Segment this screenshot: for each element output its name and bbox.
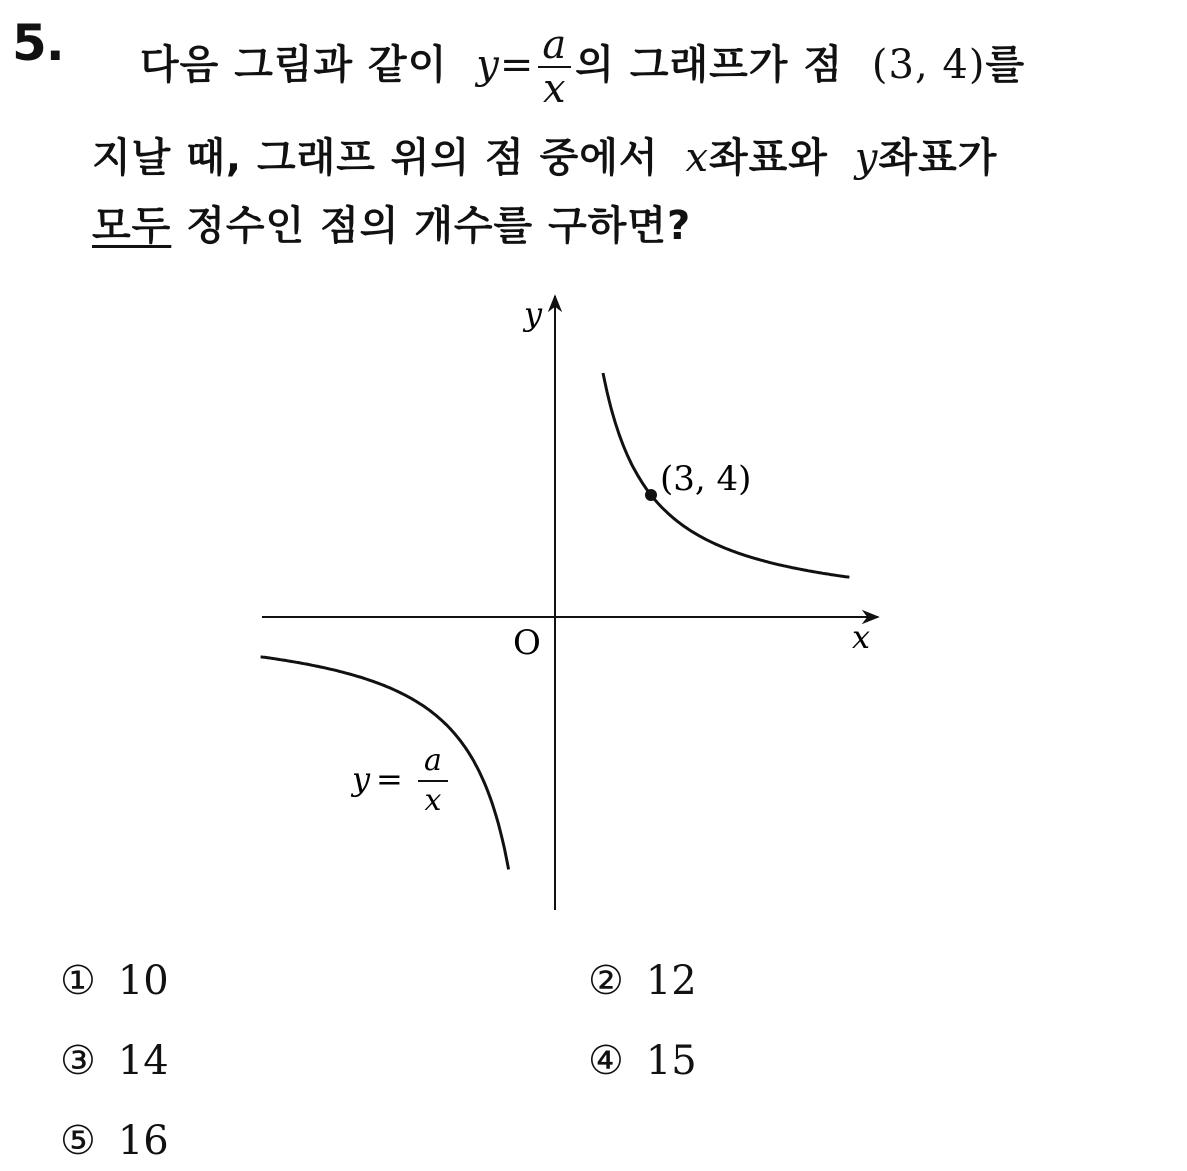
equation-denominator: x [543,66,567,112]
choice-mark: ③ [60,1038,96,1084]
origin-label: O [513,623,541,663]
question-text: 지날 때, 그래프 위의 점 중에서 [92,135,659,181]
curve-label-denominator: x [424,783,442,818]
equation-numerator: a [542,22,568,68]
question-text: 를 [985,42,1026,88]
choice-value: 10 [117,958,169,1004]
choice-value: 12 [645,958,697,1004]
equation-lhs: y [476,42,500,88]
marked-point [645,489,657,501]
question-text: 좌표와 [709,135,828,181]
choice-2[interactable] [588,958,697,1004]
choice-5[interactable] [60,1118,169,1164]
equation-equals: = [499,42,535,88]
y-variable: y [854,135,879,181]
curve-label-lhs: y [352,760,371,798]
choice-value: 16 [117,1118,169,1164]
x-axis-label: x [852,618,871,656]
point-label: (3, 4) [660,459,752,499]
question-text: 좌표가 [878,135,998,181]
question-text: 의 그래프가 점 [575,42,843,88]
y-axis-label: y [524,295,543,333]
question-number: 5. [12,14,64,72]
choice-mark: ② [588,958,624,1004]
choice-mark: ④ [588,1038,624,1084]
choice-4[interactable] [588,1038,697,1084]
curve-label [350,743,448,818]
point-coordinates: (3, 4) [871,42,986,88]
curve-label-numerator: a [424,743,442,778]
x-variable: x [685,135,710,181]
choice-value: 15 [645,1038,697,1084]
choice-value: 14 [117,1038,169,1084]
question-text: 다음 그림과 같이 [140,42,448,88]
choice-3[interactable] [60,1038,169,1084]
choice-mark: ① [60,958,96,1004]
emphasis-underlined: 모두 [92,203,172,249]
choice-1[interactable] [60,958,169,1004]
question-text: 정수인 점의 개수를 구하면? [186,203,692,249]
curve-label-equals: = [376,760,403,798]
choice-mark: ⑤ [60,1118,96,1164]
